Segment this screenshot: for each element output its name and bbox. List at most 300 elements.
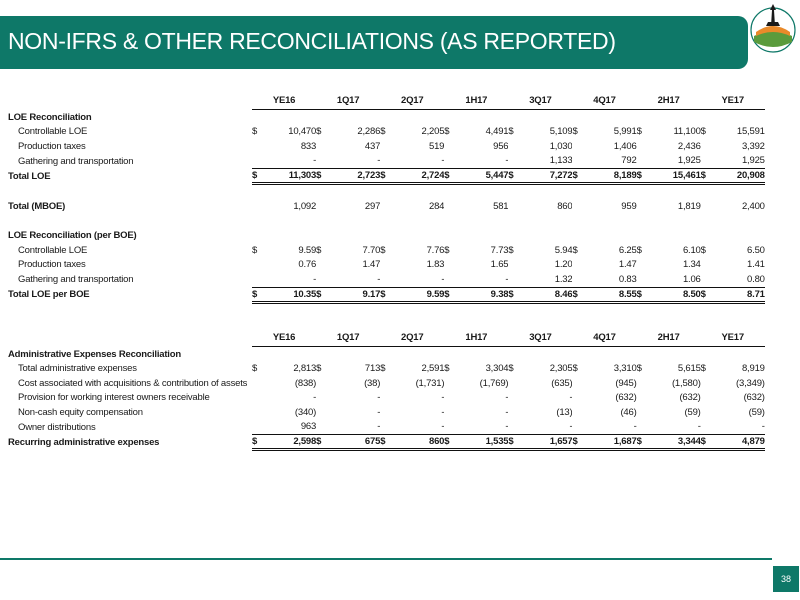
cell-value: 9.17	[326, 287, 380, 302]
currency-symbol	[380, 391, 390, 406]
cell-value: 1.65	[490, 259, 509, 271]
currency-symbol	[252, 110, 262, 125]
cell-value: -	[569, 421, 573, 433]
cell-value: 2,286	[357, 126, 381, 138]
row-label: Controllable LOE	[18, 244, 88, 256]
currency-symbol	[572, 110, 582, 125]
cell-value	[518, 184, 572, 200]
currency-symbol: $	[316, 126, 322, 138]
currency-symbol: $	[444, 287, 454, 302]
currency-symbol	[444, 347, 454, 362]
cell-value: 1,925	[677, 155, 701, 167]
cell-value: 2,598	[262, 435, 316, 450]
currency-symbol	[380, 420, 390, 435]
cell-value	[711, 229, 765, 244]
column-header: 1H17	[444, 329, 508, 347]
currency-symbol: $	[444, 435, 454, 450]
cell-value	[262, 110, 316, 125]
cell-value	[518, 229, 572, 244]
cell-value: -	[569, 392, 573, 404]
currency-symbol: $	[380, 244, 386, 256]
currency-symbol	[444, 376, 454, 391]
currency-symbol	[444, 214, 454, 229]
cell-value	[518, 110, 572, 125]
row-label: Production taxes	[18, 140, 86, 152]
cell-value: 860	[390, 435, 444, 450]
section-header-row	[8, 347, 765, 362]
total-row	[8, 435, 765, 450]
currency-symbol	[508, 200, 518, 215]
row-label: LOE Reconciliation	[8, 111, 92, 123]
currency-symbol: $	[572, 126, 578, 138]
page-title: NON-IFRS & OTHER RECONCILIATIONS (AS REPORTED)	[8, 28, 616, 54]
currency-symbol	[316, 376, 326, 391]
currency-symbol	[701, 214, 711, 229]
currency-symbol	[572, 258, 582, 273]
currency-symbol	[444, 110, 454, 125]
column-header: YE16	[252, 92, 316, 110]
currency-symbol: $	[380, 169, 390, 184]
cell-value: 9.59	[298, 244, 317, 256]
currency-symbol	[252, 154, 262, 169]
cell-value: 5,615	[677, 363, 701, 375]
currency-symbol	[316, 139, 326, 154]
total-row	[8, 287, 765, 302]
cell-value: 2,400	[741, 201, 765, 213]
cell-value: -	[441, 406, 445, 418]
cell-value	[647, 347, 701, 362]
cell-value: 1.47	[618, 259, 637, 271]
currency-symbol	[316, 405, 326, 420]
currency-symbol: $	[700, 244, 706, 256]
table-row	[8, 154, 765, 169]
cell-value: -	[505, 273, 509, 285]
currency-symbol: $	[316, 244, 322, 256]
cell-value: (1,580)	[671, 377, 701, 389]
currency-symbol	[316, 214, 326, 229]
row-label	[8, 184, 252, 200]
currency-symbol	[380, 229, 390, 244]
table-row	[8, 243, 765, 258]
row-label: Administrative Expenses Reconciliation	[8, 348, 181, 360]
currency-symbol	[637, 391, 647, 406]
cell-value: (632)	[679, 392, 701, 404]
cell-value	[326, 184, 380, 200]
column-header: 4Q17	[572, 92, 636, 110]
currency-symbol	[444, 391, 454, 406]
cell-value: 1.20	[554, 259, 573, 271]
cell-value: 959	[621, 201, 637, 213]
row-label: Total LOE	[8, 170, 51, 182]
currency-symbol: $	[316, 287, 326, 302]
row-label: Production taxes	[18, 259, 86, 271]
currency-symbol	[316, 200, 326, 215]
cell-value: 1,406	[613, 140, 637, 152]
section-header-row	[8, 110, 765, 125]
currency-symbol: $	[252, 244, 258, 256]
currency-symbol	[572, 391, 582, 406]
currency-symbol: $	[444, 363, 450, 375]
cell-value: 9.38	[454, 287, 508, 302]
cell-value: (838)	[294, 377, 317, 389]
cell-value: 1,092	[293, 201, 317, 213]
cell-value	[582, 347, 636, 362]
currency-symbol	[637, 420, 647, 435]
table-row	[8, 258, 765, 273]
cell-value: 1.47	[362, 259, 381, 271]
cell-value: -	[697, 421, 701, 433]
cell-value	[647, 110, 701, 125]
cell-value: 5,447	[454, 169, 508, 184]
cell-value: 7,272	[518, 169, 572, 184]
cell-value	[390, 110, 444, 125]
cell-value: 1.06	[682, 273, 701, 285]
currency-symbol	[508, 214, 518, 229]
currency-symbol	[701, 229, 711, 244]
cell-value: (59)	[684, 406, 701, 418]
cell-value	[518, 214, 572, 229]
cell-value	[582, 229, 636, 244]
cell-value: -	[441, 273, 445, 285]
cell-value: 675	[326, 435, 380, 450]
cell-value: 4,879	[711, 435, 765, 450]
cell-value: 1,535	[454, 435, 508, 450]
currency-symbol	[380, 258, 390, 273]
cell-value: 8.71	[711, 287, 765, 302]
cell-value: 10.35	[262, 287, 316, 302]
cell-value: 0.80	[747, 273, 765, 285]
cell-value: -	[441, 421, 445, 433]
currency-symbol	[316, 391, 326, 406]
currency-symbol	[508, 229, 518, 244]
cell-value: -	[377, 273, 381, 285]
currency-symbol: $	[316, 169, 326, 184]
currency-symbol: $	[572, 287, 582, 302]
currency-symbol	[380, 405, 390, 420]
cell-value: -	[441, 392, 445, 404]
row-label: Total administrative expenses	[18, 363, 137, 375]
currency-symbol	[380, 139, 390, 154]
currency-symbol: $	[508, 169, 518, 184]
currency-symbol	[316, 258, 326, 273]
currency-symbol	[508, 347, 518, 362]
currency-symbol	[701, 391, 711, 406]
cell-value: 1,133	[549, 155, 573, 167]
cell-value: 3,304	[485, 363, 509, 375]
currency-symbol	[572, 405, 582, 420]
currency-symbol	[508, 272, 518, 287]
cell-value: (632)	[743, 392, 765, 404]
cell-value: 860	[557, 201, 573, 213]
table-row	[8, 420, 765, 435]
cell-value: 2,723	[326, 169, 380, 184]
row-label: Total LOE per BOE	[8, 289, 90, 300]
currency-symbol	[252, 214, 262, 229]
cell-value	[711, 214, 765, 229]
currency-symbol: $	[636, 363, 642, 375]
row-label: Controllable LOE	[18, 126, 88, 138]
cell-value	[647, 184, 701, 200]
currency-symbol	[572, 200, 582, 215]
currency-symbol	[252, 258, 262, 273]
cell-value: 1,657	[518, 435, 572, 450]
cell-value: 6.25	[618, 244, 637, 256]
cell-value: 3,344	[647, 435, 701, 450]
currency-symbol	[252, 347, 262, 362]
currency-symbol	[701, 272, 711, 287]
currency-symbol	[316, 272, 326, 287]
currency-symbol	[701, 139, 711, 154]
table-row	[8, 214, 765, 229]
currency-symbol: $	[316, 435, 326, 450]
cell-value	[390, 214, 444, 229]
cell-value	[454, 347, 508, 362]
cell-value: -	[313, 273, 317, 285]
column-header: 2H17	[637, 92, 701, 110]
cell-value: 1.32	[554, 273, 573, 285]
cell-value: -	[441, 155, 445, 167]
column-header: YE17	[701, 92, 765, 110]
currency-symbol: $	[700, 363, 706, 375]
currency-symbol	[380, 347, 390, 362]
section-header-row	[8, 229, 765, 244]
currency-symbol	[637, 214, 647, 229]
cell-value: 1,925	[741, 155, 765, 167]
cell-value	[454, 229, 508, 244]
cell-value: 1.34	[682, 259, 701, 271]
currency-symbol: $	[444, 169, 454, 184]
currency-symbol	[701, 184, 711, 200]
currency-symbol	[637, 154, 647, 169]
cell-value: -	[505, 392, 509, 404]
row-label	[8, 214, 252, 229]
column-header: 2Q17	[380, 329, 444, 347]
currency-symbol	[252, 405, 262, 420]
cell-value: 8,189	[582, 169, 636, 184]
cell-value: 2,205	[421, 126, 445, 138]
currency-symbol	[252, 139, 262, 154]
currency-symbol	[252, 391, 262, 406]
currency-symbol: $	[380, 435, 390, 450]
cell-value: (59)	[748, 406, 765, 418]
currency-symbol: $	[637, 169, 647, 184]
currency-symbol	[701, 347, 711, 362]
currency-symbol	[316, 154, 326, 169]
cell-value: 2,813	[293, 363, 317, 375]
cell-value: (3,349)	[736, 377, 765, 389]
cell-value	[454, 214, 508, 229]
cell-value: (340)	[294, 406, 317, 418]
cell-value	[518, 347, 572, 362]
currency-symbol	[701, 110, 711, 125]
currency-symbol	[508, 391, 518, 406]
currency-symbol	[637, 272, 647, 287]
column-header: 1H17	[444, 92, 508, 110]
page-number: 38	[773, 566, 799, 592]
currency-symbol	[508, 184, 518, 200]
cell-value	[582, 214, 636, 229]
cell-value	[390, 229, 444, 244]
table-row	[8, 184, 765, 200]
cell-value: 1.83	[426, 259, 445, 271]
table-row	[8, 376, 765, 391]
currency-symbol	[572, 214, 582, 229]
row-label: Cost associated with acquisitions & contribution of assets	[18, 377, 248, 389]
cell-value: 8.46	[518, 287, 572, 302]
currency-symbol	[637, 229, 647, 244]
currency-symbol: $	[701, 287, 711, 302]
currency-symbol	[380, 184, 390, 200]
cell-value	[582, 110, 636, 125]
cell-value: 4,491	[485, 126, 509, 138]
currency-symbol	[508, 139, 518, 154]
cell-value	[454, 184, 508, 200]
cell-value: 1,819	[677, 201, 701, 213]
currency-symbol: $	[252, 169, 262, 184]
row-label: Owner distributions	[18, 421, 96, 433]
cell-value	[390, 184, 444, 200]
cell-value: -	[505, 406, 509, 418]
currency-symbol	[508, 376, 518, 391]
cell-value: -	[377, 155, 381, 167]
currency-symbol	[316, 347, 326, 362]
cell-value: -	[313, 392, 317, 404]
currency-symbol	[252, 229, 262, 244]
table-row	[8, 125, 765, 140]
row-label: Gathering and transportation	[18, 155, 134, 167]
cell-value: 8.55	[582, 287, 636, 302]
cell-value: 11,303	[262, 169, 316, 184]
currency-symbol	[444, 154, 454, 169]
cell-value	[326, 229, 380, 244]
cell-value: 5.94	[554, 244, 573, 256]
cell-value	[262, 184, 316, 200]
currency-symbol: $	[572, 363, 578, 375]
table-row	[8, 405, 765, 420]
currency-symbol	[572, 184, 582, 200]
currency-symbol	[701, 200, 711, 215]
cell-value: 6.50	[747, 244, 765, 256]
table-row	[8, 391, 765, 406]
row-label: Provision for working interest owners receivable	[18, 392, 210, 404]
currency-symbol	[637, 184, 647, 200]
cell-value: 20,908	[711, 169, 765, 184]
table-row	[8, 200, 765, 215]
cell-value: -	[377, 421, 381, 433]
company-logo-icon	[748, 2, 798, 60]
cell-value: 297	[364, 201, 381, 213]
currency-symbol	[637, 347, 647, 362]
table-row	[8, 272, 765, 287]
cell-value	[582, 184, 636, 200]
currency-symbol	[637, 139, 647, 154]
cell-value: 15,461	[647, 169, 701, 184]
cell-value	[711, 347, 765, 362]
currency-symbol	[701, 405, 711, 420]
cell-value	[326, 110, 380, 125]
cell-value: 8,919	[741, 363, 765, 375]
currency-symbol	[572, 420, 582, 435]
cell-value: -	[761, 421, 765, 433]
currency-symbol: $	[252, 363, 258, 375]
currency-symbol: $	[252, 287, 262, 302]
cell-value: (13)	[556, 406, 573, 418]
cell-value: 1,030	[549, 140, 573, 152]
cell-value: 6.10	[682, 244, 701, 256]
currency-symbol: $	[636, 244, 642, 256]
cell-value: (945)	[615, 377, 637, 389]
cell-value: 963	[300, 421, 317, 433]
cell-value: -	[505, 421, 509, 433]
cell-value: 7.76	[426, 244, 445, 256]
cell-value: 1.41	[747, 259, 765, 271]
currency-symbol	[637, 258, 647, 273]
currency-symbol: $	[508, 126, 514, 138]
currency-symbol	[252, 420, 262, 435]
cell-value: 2,436	[677, 140, 701, 152]
cell-value: -	[377, 392, 381, 404]
cell-value: -	[633, 421, 637, 433]
row-label: LOE Reconciliation (per BOE)	[8, 230, 137, 242]
cell-value: 2,591	[421, 363, 445, 375]
currency-symbol	[444, 405, 454, 420]
admin-expenses-reconciliation-table	[8, 329, 765, 451]
cell-value: (38)	[364, 377, 381, 389]
cell-value: 581	[493, 201, 509, 213]
cell-value: 7.73	[490, 244, 509, 256]
currency-symbol	[508, 420, 518, 435]
cell-value: 284	[429, 201, 445, 213]
cell-value: 2,724	[390, 169, 444, 184]
currency-symbol	[444, 200, 454, 215]
currency-symbol: $	[380, 126, 386, 138]
table-row	[8, 139, 765, 154]
currency-symbol: $	[252, 126, 258, 138]
cell-value: 8.50	[647, 287, 701, 302]
header-spacer	[8, 92, 252, 110]
cell-value: -	[377, 406, 381, 418]
footer-divider	[0, 558, 772, 560]
currency-symbol	[701, 258, 711, 273]
currency-symbol	[316, 229, 326, 244]
cell-value: 15,591	[736, 126, 765, 138]
row-label: Recurring administrative expenses	[8, 436, 160, 448]
currency-symbol: $	[700, 126, 706, 138]
column-header: YE17	[701, 329, 765, 347]
cell-value	[262, 347, 316, 362]
currency-symbol	[252, 272, 262, 287]
row-label: Gathering and transportation	[18, 274, 134, 285]
currency-symbol: $	[701, 435, 711, 450]
cell-value: 0.83	[618, 273, 637, 285]
currency-symbol: $	[316, 363, 322, 375]
currency-symbol	[380, 272, 390, 287]
currency-symbol: $	[572, 435, 582, 450]
cell-value	[262, 214, 316, 229]
column-header: 1Q17	[316, 329, 380, 347]
cell-value: (635)	[551, 377, 573, 389]
column-header: 1Q17	[316, 92, 380, 110]
currency-symbol: $	[380, 287, 390, 302]
currency-symbol	[637, 376, 647, 391]
currency-symbol	[572, 272, 582, 287]
currency-symbol: $	[572, 244, 578, 256]
currency-symbol	[444, 184, 454, 200]
cell-value: (632)	[615, 392, 637, 404]
cell-value: (1,769)	[479, 377, 509, 389]
column-header: 3Q17	[508, 329, 572, 347]
table-row	[8, 362, 765, 377]
